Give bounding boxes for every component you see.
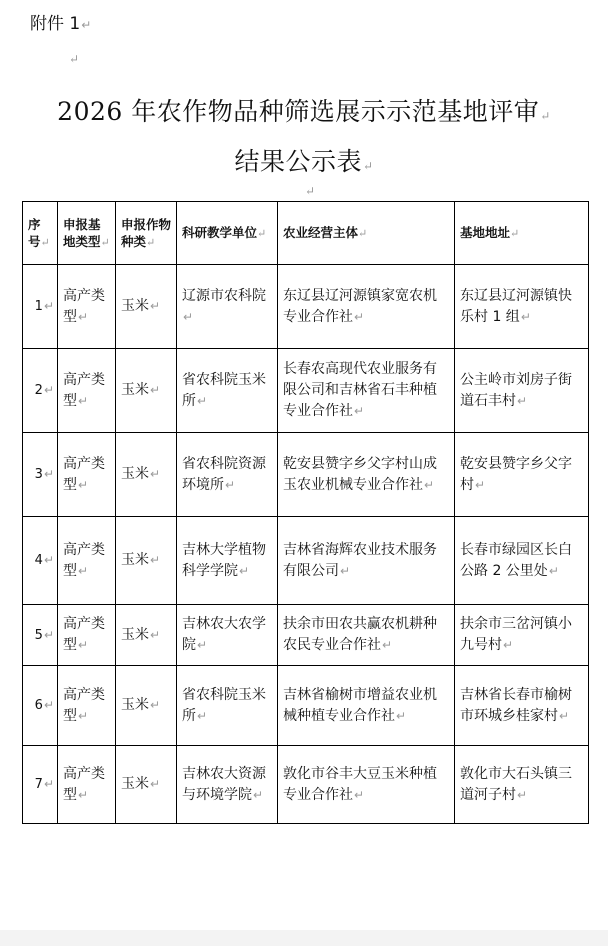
cell-idx: 4↵ xyxy=(23,517,58,605)
cell-address: 乾安县赞字乡父字村↵ xyxy=(455,433,589,517)
header-unit: 科研教学单位↵ xyxy=(177,202,278,265)
table-header-row xyxy=(23,202,589,265)
cell-idx: 6↵ xyxy=(23,666,58,746)
cell-entity: 长春农高现代农业服务有限公司和吉林省石丰种植专业合作社↵ xyxy=(278,349,455,433)
cell-entity: 敦化市谷丰大豆玉米种植专业合作社↵ xyxy=(278,746,455,824)
cell-address: 敦化市大石头镇三道河子村↵ xyxy=(455,746,589,824)
cell-idx: 1↵ xyxy=(23,265,58,349)
cell-entity: 吉林省榆树市增益农业机械种植专业合作社↵ xyxy=(278,666,455,746)
table-row xyxy=(23,265,589,349)
header-entity: 农业经营主体↵ xyxy=(278,202,455,265)
cell-crop: 玉米↵ xyxy=(116,746,177,824)
cell-crop: 玉米↵ xyxy=(116,265,177,349)
cell-type: 高产类型↵ xyxy=(58,349,116,433)
results-table xyxy=(22,201,589,824)
header-idx: 序号↵ xyxy=(23,202,58,265)
title-line2-text: 结果公示表 xyxy=(234,147,362,176)
cell-idx: 2↵ xyxy=(23,349,58,433)
cell-crop: 玉米↵ xyxy=(116,605,177,666)
cell-type: 高产类型↵ xyxy=(58,265,116,349)
cell-address: 公主岭市刘房子街道石丰村↵ xyxy=(455,349,589,433)
cell-entity: 乾安县赞字乡父字村山成玉农业机械专业合作社↵ xyxy=(278,433,455,517)
cell-crop: 玉米↵ xyxy=(116,666,177,746)
table-row xyxy=(23,605,589,666)
cell-address: 东辽县辽河源镇快乐村 1 组↵ xyxy=(455,265,589,349)
table-row xyxy=(23,746,589,824)
paragraph-mark-icon: ↵ xyxy=(81,18,92,32)
cell-idx: 3↵ xyxy=(23,433,58,517)
bottom-gutter xyxy=(0,930,608,946)
cell-unit: 辽源市农科院↵ xyxy=(177,265,278,349)
attachment-text: 附件 1 xyxy=(30,14,81,34)
cell-address: 吉林省长春市榆树市环城乡桂家村↵ xyxy=(455,666,589,746)
paragraph-mark-icon: ↵ xyxy=(305,184,316,198)
cell-unit: 吉林农大资源与环境学院↵ xyxy=(177,746,278,824)
cell-unit: 吉林大学植物科学学院↵ xyxy=(177,517,278,605)
cell-type: 高产类型↵ xyxy=(58,605,116,666)
cell-entity: 东辽县辽河源镇家宽农机专业合作社↵ xyxy=(278,265,455,349)
cell-idx: 5↵ xyxy=(23,605,58,666)
header-address: 基地地址↵ xyxy=(455,202,589,265)
cell-crop: 玉米↵ xyxy=(116,433,177,517)
cell-unit: 吉林农大农学院↵ xyxy=(177,605,278,666)
cell-crop: 玉米↵ xyxy=(116,349,177,433)
table-row xyxy=(23,433,589,517)
cell-crop: 玉米↵ xyxy=(116,517,177,605)
cell-type: 高产类型↵ xyxy=(58,666,116,746)
cell-address: 扶余市三岔河镇小九号村↵ xyxy=(455,605,589,666)
cell-entity: 扶余市田农共赢农机耕种农民专业合作社↵ xyxy=(278,605,455,666)
cell-idx: 7↵ xyxy=(23,746,58,824)
page-title-line2 xyxy=(0,142,608,178)
cell-type: 高产类型↵ xyxy=(58,746,116,824)
cell-address: 长春市绿园区长白公路 2 公里处↵ xyxy=(455,517,589,605)
header-type: 申报基地类型↵ xyxy=(58,202,116,265)
page-title-line1 xyxy=(0,92,608,128)
table-row xyxy=(23,517,589,605)
attachment-label xyxy=(30,9,91,34)
paragraph-mark-icon: ↵ xyxy=(69,52,80,66)
table-row xyxy=(23,349,589,433)
cell-unit: 省农科院玉米所↵ xyxy=(177,666,278,746)
cell-unit: 省农科院玉米所↵ xyxy=(177,349,278,433)
header-crop: 申报作物种类↵ xyxy=(116,202,177,265)
table-row xyxy=(23,666,589,746)
cell-type: 高产类型↵ xyxy=(58,433,116,517)
cell-type: 高产类型↵ xyxy=(58,517,116,605)
title-line1-text: 2026 年农作物品种筛选展示示范基地评审 xyxy=(57,97,540,126)
paragraph-mark-icon: ↵ xyxy=(362,159,374,173)
paragraph-mark-icon: ↵ xyxy=(540,109,551,123)
cell-unit: 省农科院资源环境所↵ xyxy=(177,433,278,517)
cell-entity: 吉林省海辉农业技术服务有限公司↵ xyxy=(278,517,455,605)
